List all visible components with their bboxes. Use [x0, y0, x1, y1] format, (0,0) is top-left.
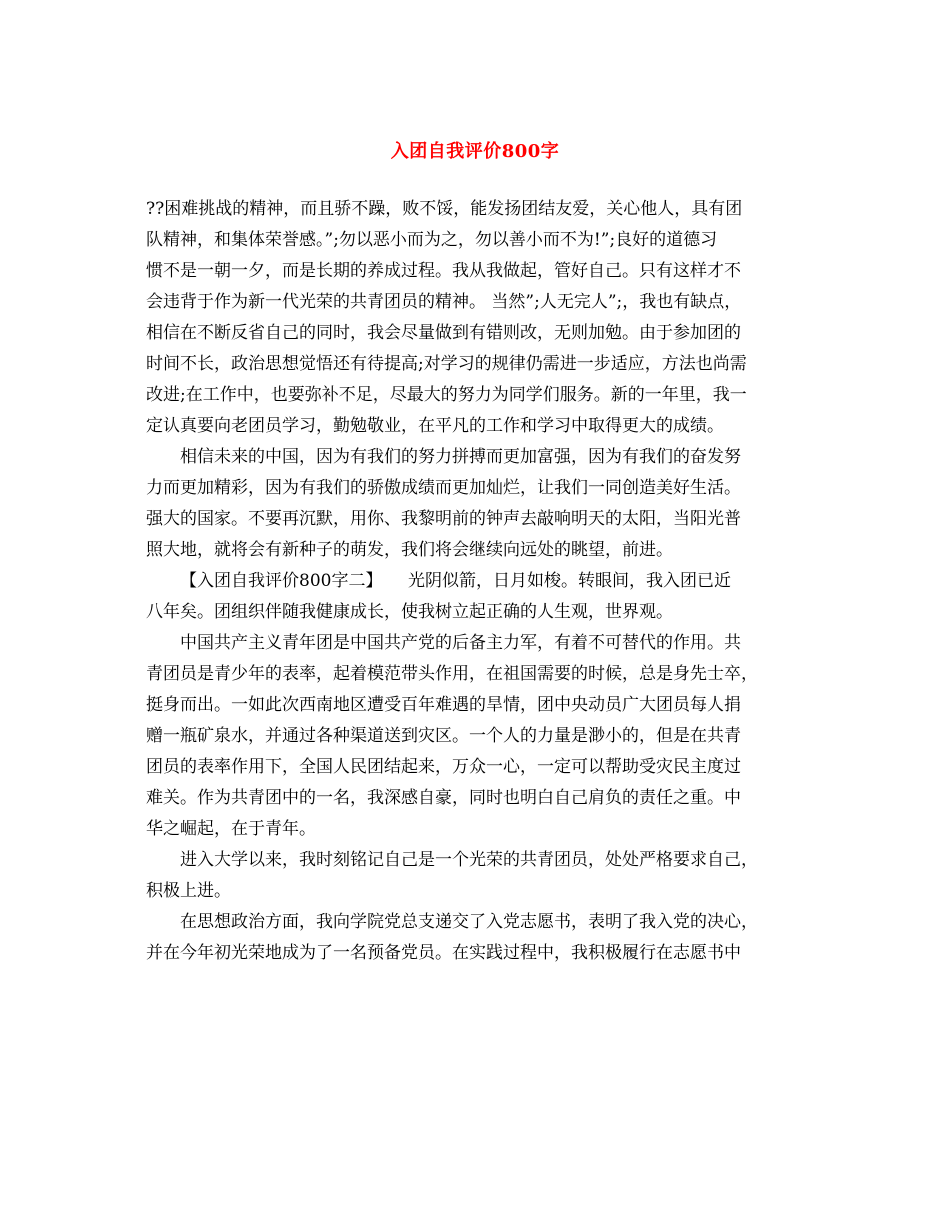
- paragraph: [146, 442, 810, 566]
- text-line: ??困难挑战的精神，而且骄不躁，败不馁，能发扬团结友爱，关心他人，具有团: [146, 199, 743, 219]
- text-line: 相信未来的中国，因为有我们的努力拼搏而更加富强，因为有我们的奋发努: [180, 447, 741, 467]
- text-line: 改进;在工作中，也要弥补不足，尽最大的努力为同学们服务。新的一年里，我一: [146, 385, 747, 405]
- text-line: 惯不是一朝一夕，而是长期的养成过程。我从我做起，管好自己。只有这样才不: [146, 261, 741, 281]
- text-line: 【入团自我评价800字二】 光阴似箭，日月如梭。转眼间，我入团已近: [180, 571, 731, 591]
- document-body: [146, 194, 810, 969]
- text-line: 定认真要向老团员学习，勤勉敬业，在平凡的工作和学习中取得更大的成绩。: [146, 416, 724, 436]
- text-line: 在思想政治方面，我向学院党总支递交了入党志愿书，表明了我入党的决心，: [180, 912, 758, 932]
- text-line: 青团员是青少年的表率，起着模范带头作用，在祖国需要的时候，总是身先士卒，: [146, 664, 758, 684]
- text-line: 队精神，和集体荣誉感。”;勿以恶小而为之，勿以善小而不为!”;良好的道德习: [146, 230, 718, 250]
- text-line: 八年矣。团组织伴随我健康成长，使我树立起正确的人生观，世界观。: [146, 602, 673, 622]
- text-line: 积极上进。: [146, 881, 231, 901]
- text-line: 挺身而出。一如此次西南地区遭受百年难遇的旱情，团中央动员广大团员每人捐: [146, 695, 741, 715]
- text-line: 相信在不断反省自己的同时，我会尽量做到有错则改，无则加勉。由于参加团的: [146, 323, 741, 343]
- text-line: 赠一瓶矿泉水，并通过各种渠道送到灾区。一个人的力量是渺小的，但是在共青: [146, 726, 741, 746]
- text-line: 会违背于作为新一代光荣的共青团员的精神。 当然”;人无完人”;，我也有缺点，: [146, 292, 742, 312]
- text-line: 强大的国家。不要再沉默，用你、我黎明前的钟声去敲响明天的太阳，当阳光普: [146, 509, 741, 529]
- paragraph: [146, 907, 810, 969]
- text-line: 力而更加精彩，因为有我们的骄傲成绩而更加灿烂，让我们一同创造美好生活。: [146, 478, 741, 498]
- text-line: 团员的表率作用下，全国人民团结起来，万众一心，一定可以帮助受灾民主度过: [146, 757, 741, 777]
- document-title: 入团自我评价800字: [390, 141, 560, 162]
- text-line: 时间不长，政治思想觉悟还有待提高;对学习的规律仍需进一步适应，方法也尚需: [146, 354, 747, 374]
- paragraph: [146, 194, 810, 442]
- text-line: 进入大学以来，我时刻铭记自己是一个光荣的共青团员，处处严格要求自己，: [180, 850, 758, 870]
- text-line: 难关。作为共青团中的一名，我深感自豪，同时也明白自己肩负的责任之重。中: [146, 788, 741, 808]
- paragraph: [146, 628, 810, 845]
- paragraph: [146, 845, 810, 907]
- text-line: 华之崛起，在于青年。: [146, 819, 316, 839]
- paragraph: [146, 566, 810, 628]
- text-line: 照大地，就将会有新种子的萌发，我们将会继续向远处的眺望，前进。: [146, 540, 673, 560]
- text-line: 中国共产主义青年团是中国共产党的后备主力军，有着不可替代的作用。共: [180, 633, 741, 653]
- text-line: 并在今年初光荣地成为了一名预备党员。在实践过程中，我积极履行在志愿书中: [146, 943, 741, 963]
